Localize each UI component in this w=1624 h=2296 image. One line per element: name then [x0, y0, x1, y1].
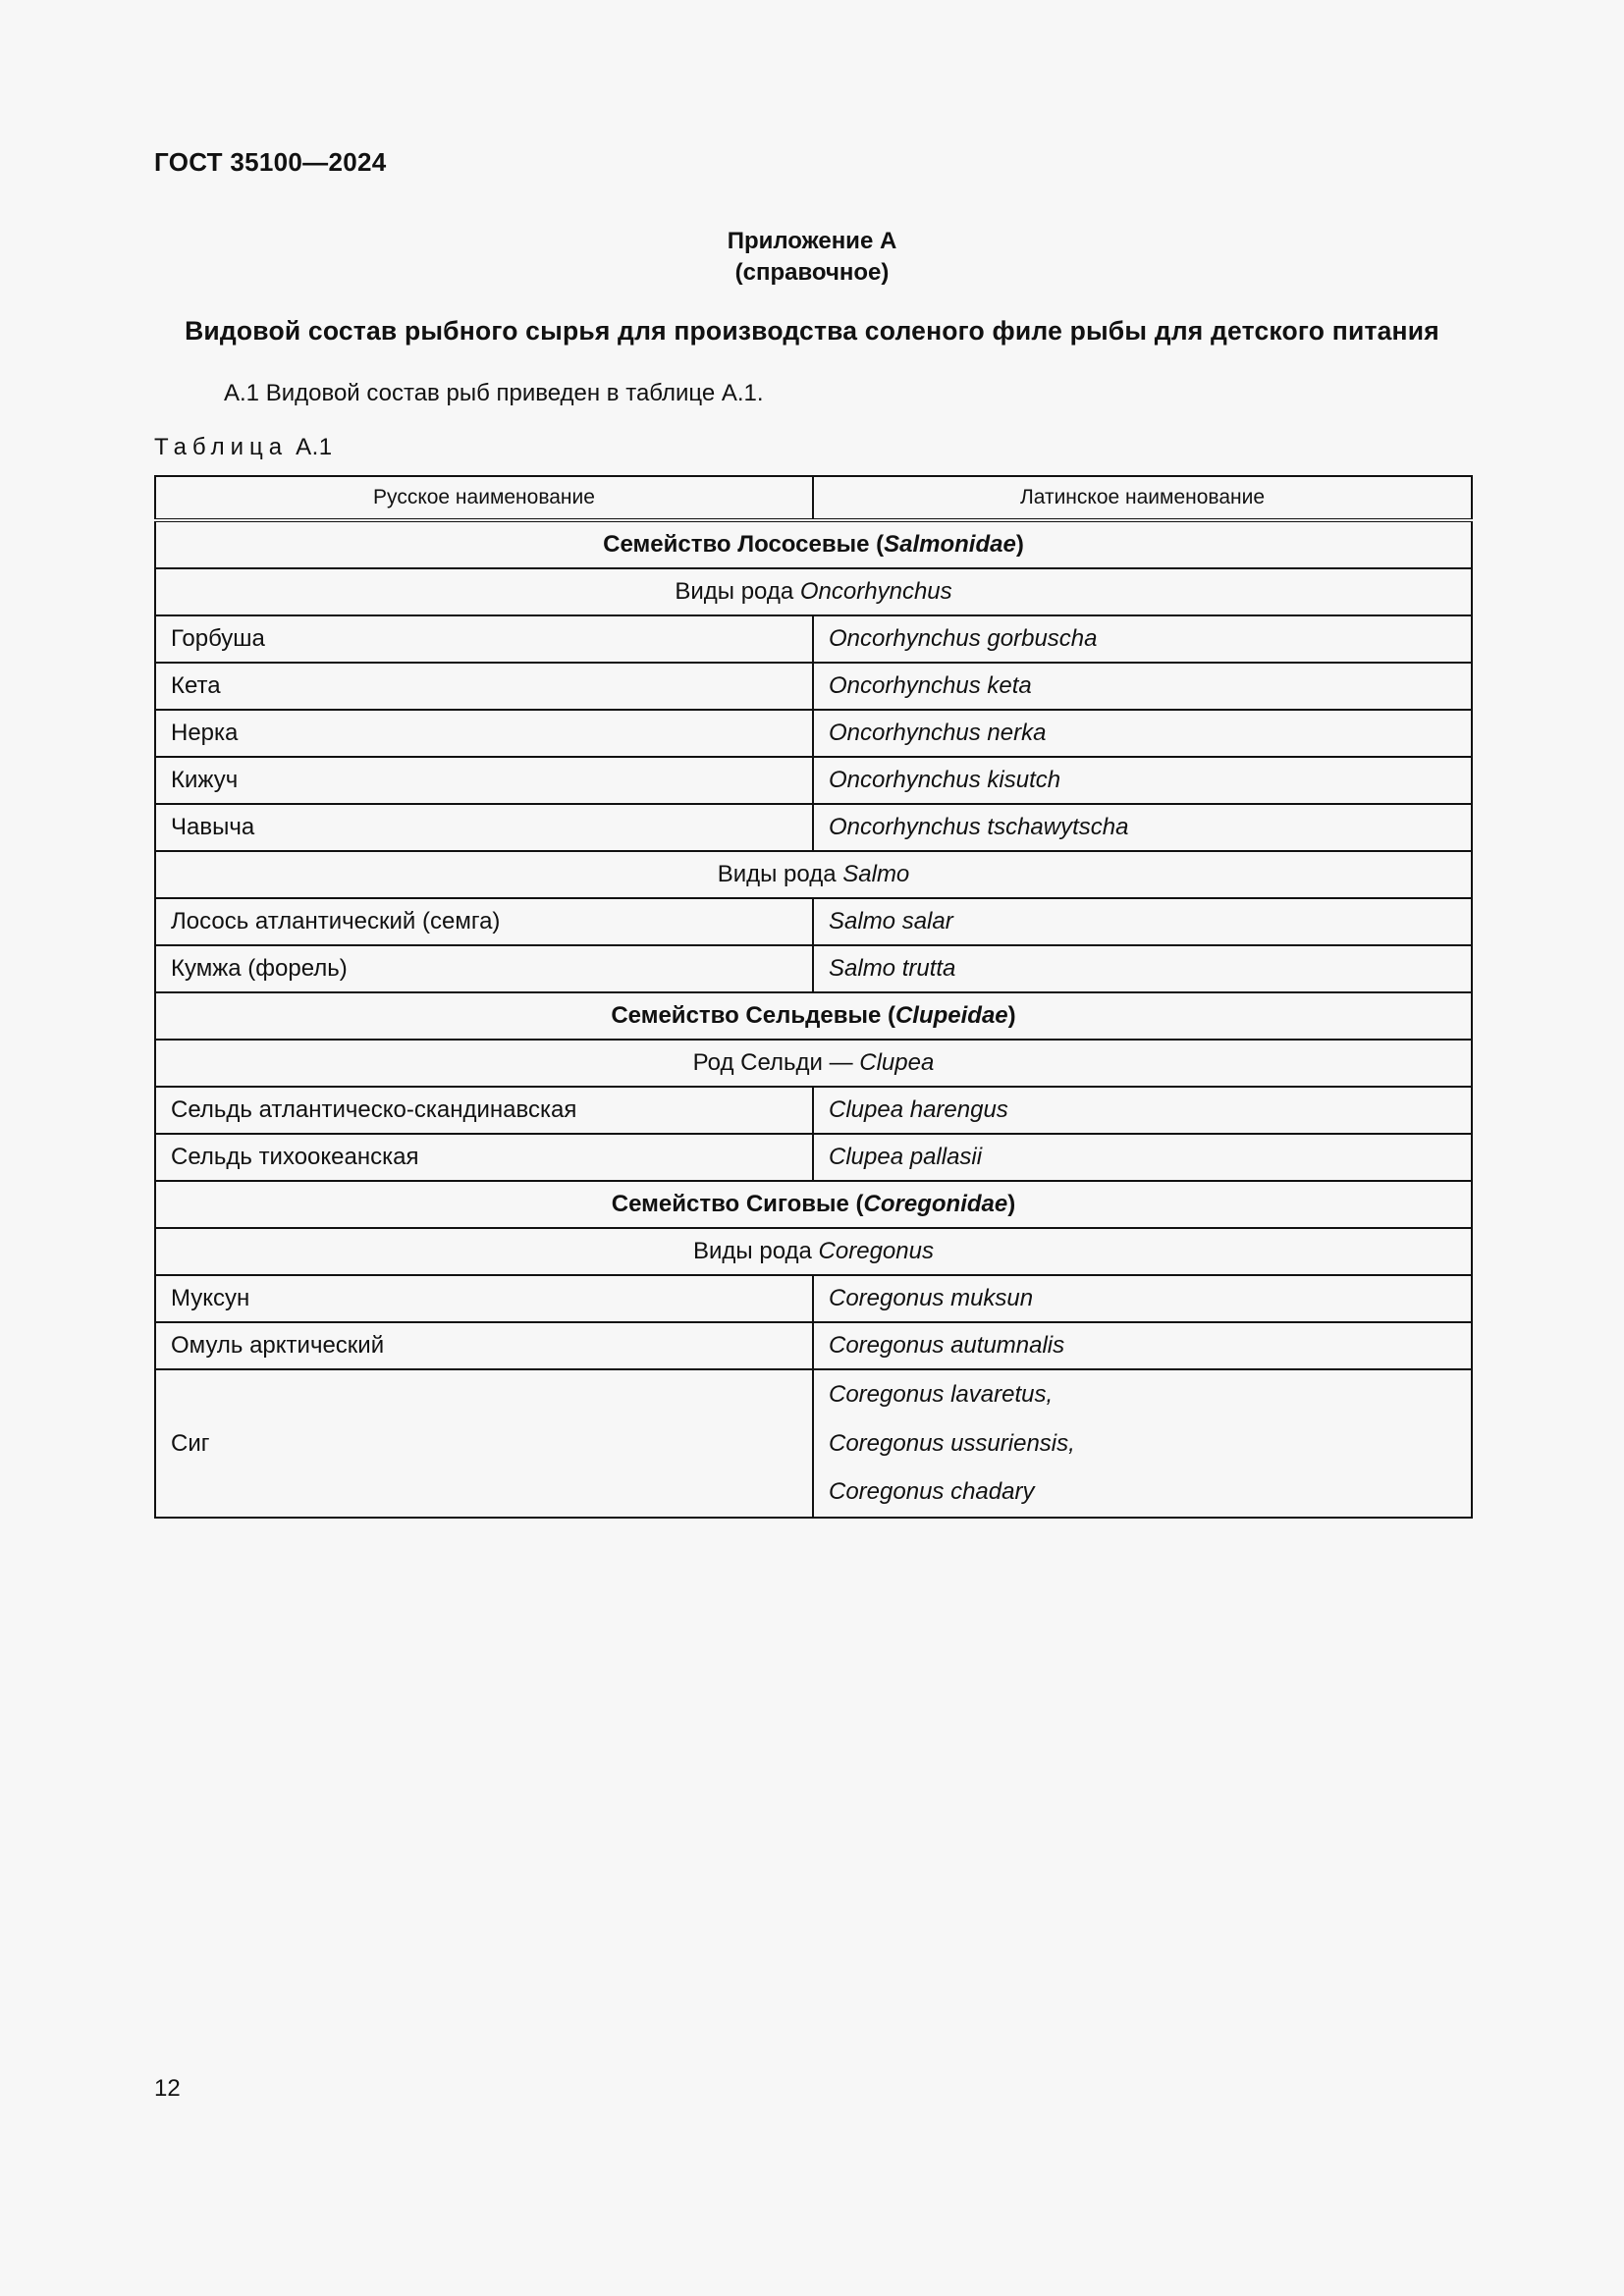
family-cell: Семейство Лососевые (Salmonidae) [155, 520, 1472, 568]
latin-names-cell [813, 1369, 1472, 1518]
table-row [155, 663, 1472, 710]
table-header-row [155, 476, 1472, 520]
family-cell: Семейство Сиговые (Coregonidae) [155, 1181, 1472, 1228]
table-caption [154, 434, 333, 461]
family-row-salmonidae [155, 520, 1472, 568]
column-header-latin: Латинское наименование [813, 476, 1472, 520]
genus-cell: Виды рода Coregonus [155, 1228, 1472, 1275]
latin-name-cell: Oncorhynchus gorbuscha [813, 615, 1472, 663]
genus-cell: Виды рода Oncorhynchus [155, 568, 1472, 615]
genus-row-clupea [155, 1040, 1472, 1087]
latin-name-line: Coregonus chadary [829, 1478, 1035, 1506]
russian-name-cell: Муксун [155, 1275, 813, 1322]
table-row [155, 898, 1472, 945]
family-row-clupeidae [155, 992, 1472, 1040]
latin-name-cell: Oncorhynchus tschawytscha [813, 804, 1472, 851]
document-code: ГОСТ 35100—2024 [154, 147, 387, 177]
table-row [155, 1134, 1472, 1181]
latin-name-line: Coregonus ussuriensis, [829, 1429, 1075, 1457]
russian-name-cell: Нерка [155, 710, 813, 757]
appendix-heading [0, 226, 1624, 289]
appendix-subtitle: (справочное) [734, 259, 890, 286]
latin-name-cell: Oncorhynchus keta [813, 663, 1472, 710]
latin-name-cell: Oncorhynchus nerka [813, 710, 1472, 757]
table-caption-number: А.1 [296, 434, 333, 460]
latin-name-cell: Clupea harengus [813, 1087, 1472, 1134]
appendix-title: Приложение А [727, 228, 897, 254]
latin-name-cell: Salmo salar [813, 898, 1472, 945]
table-row [155, 1275, 1472, 1322]
table-row [155, 710, 1472, 757]
table-caption-label: Таблица [154, 434, 289, 460]
table-row [155, 615, 1472, 663]
document-title: Видовой состав рыбного сырья для производства соленого филе рыбы для детского питания [185, 316, 1439, 346]
genus-row-coregonus [155, 1228, 1472, 1275]
genus-cell: Род Сельди — Clupea [155, 1040, 1472, 1087]
table-row-sig [155, 1369, 1472, 1518]
russian-name-cell: Чавыча [155, 804, 813, 851]
table-row [155, 757, 1472, 804]
species-table [154, 475, 1473, 1519]
russian-name-cell: Сельдь тихоокеанская [155, 1134, 813, 1181]
russian-name-cell: Горбуша [155, 615, 813, 663]
russian-name-cell: Сиг [155, 1369, 813, 1518]
table-row [155, 1322, 1472, 1369]
latin-name-cell: Clupea pallasii [813, 1134, 1472, 1181]
genus-row-salmo [155, 851, 1472, 898]
table-row [155, 945, 1472, 992]
latin-name-line: Coregonus lavaretus, [829, 1381, 1054, 1408]
column-header-russian: Русское наименование [155, 476, 813, 520]
table-row [155, 1087, 1472, 1134]
family-cell: Семейство Сельдевые (Clupeidae) [155, 992, 1472, 1040]
russian-name-cell: Кижуч [155, 757, 813, 804]
latin-name-cell: Salmo trutta [813, 945, 1472, 992]
latin-name-cell: Coregonus muksun [813, 1275, 1472, 1322]
latin-name-cell: Oncorhynchus kisutch [813, 757, 1472, 804]
family-row-coregonidae [155, 1181, 1472, 1228]
russian-name-cell: Омуль арктический [155, 1322, 813, 1369]
russian-name-cell: Кумжа (форель) [155, 945, 813, 992]
russian-name-cell: Сельдь атлантическо-скандинавская [155, 1087, 813, 1134]
page-number: 12 [154, 2075, 181, 2102]
genus-cell: Виды рода Salmo [155, 851, 1472, 898]
latin-name-cell: Coregonus autumnalis [813, 1322, 1472, 1369]
russian-name-cell: Кета [155, 663, 813, 710]
table-row [155, 804, 1472, 851]
intro-paragraph: А.1 Видовой состав рыб приведен в таблице А.1. [224, 380, 764, 406]
genus-row-oncorhynchus [155, 568, 1472, 615]
russian-name-cell: Лосось атлантический (семга) [155, 898, 813, 945]
